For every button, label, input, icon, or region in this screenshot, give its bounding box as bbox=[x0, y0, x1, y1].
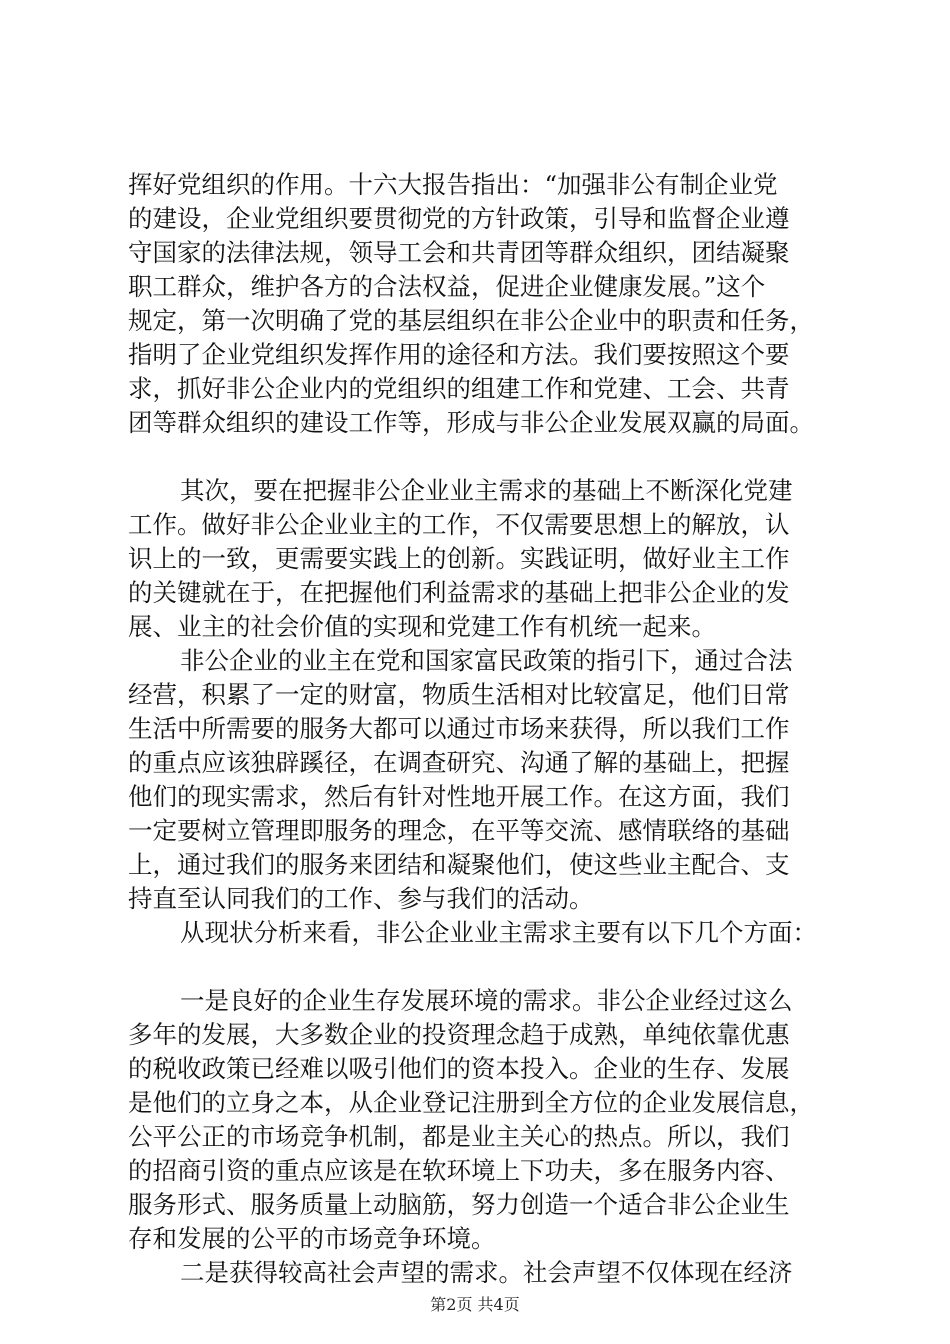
text-line: 服务形式、服务质量上动脑筋，努力创造一个适合非公企业生 bbox=[128, 1190, 790, 1219]
text-line: 二是获得较高社会声望的需求。社会声望不仅体现在经济 bbox=[180, 1258, 793, 1287]
text-line: 非公企业的业主在党和国家富民政策的指引下，通过合法 bbox=[180, 646, 793, 675]
text-line: 规定，第一次明确了党的基层组织在非公企业中的职责和任务， bbox=[128, 306, 814, 335]
text-line: 多年的发展，大多数企业的投资理念趋于成熟，单纯依靠优惠 bbox=[128, 1020, 790, 1049]
text-line: 指明了企业党组织发挥作用的途径和方法。我们要按照这个要 bbox=[128, 340, 790, 369]
text-line: 的税收政策已经难以吸引他们的资本投入。企业的生存、发展 bbox=[128, 1054, 790, 1083]
text-line: 工作。做好非公企业业主的工作，不仅需要思想上的解放，认 bbox=[128, 510, 790, 539]
text-line: 一是良好的企业生存发展环境的需求。非公企业经过这么 bbox=[180, 986, 793, 1015]
document-body bbox=[128, 168, 844, 1290]
text-line: 上，通过我们的服务来团结和凝聚他们，使这些业主配合、支 bbox=[128, 850, 790, 879]
paragraph bbox=[128, 474, 844, 644]
text-line: 求，抓好非公企业内的党组织的组建工作和党建、工会、共青 bbox=[128, 374, 790, 403]
text-line: 持直至认同我们的工作、参与我们的活动。 bbox=[128, 884, 594, 913]
paragraph bbox=[128, 644, 844, 916]
text-line: 团等群众组织的建设工作等，形成与非公企业发展双赢的局面。 bbox=[128, 408, 814, 437]
paragraph bbox=[128, 984, 844, 1256]
paragraph bbox=[128, 1256, 844, 1290]
paragraph-spacer bbox=[128, 440, 844, 474]
text-line: 的招商引资的重点应该是在软环境上下功夫，多在服务内容、 bbox=[128, 1156, 790, 1185]
paragraph bbox=[128, 168, 844, 440]
text-line: 守国家的法律法规，领导工会和共青团等群众组织，团结凝聚 bbox=[128, 238, 790, 267]
text-line: 是他们的立身之本，从企业登记注册到全方位的企业发展信息， bbox=[128, 1088, 814, 1117]
text-line: 的建设，企业党组织要贯彻党的方针政策，引导和监督企业遵 bbox=[128, 204, 790, 233]
paragraph-spacer bbox=[128, 950, 844, 984]
text-line: 识上的一致，更需要实践上的创新。实践证明，做好业主工作 bbox=[128, 544, 790, 573]
text-line: 经营，积累了一定的财富，物质生活相对比较富足，他们日常 bbox=[128, 680, 790, 709]
text-line: 挥好党组织的作用。十六大报告指出：“加强非公有制企业党 bbox=[128, 170, 778, 199]
text-line: 展、业主的社会价值的实现和党建工作有机统一起来。 bbox=[128, 612, 716, 641]
text-line: 存和发展的公平的市场竞争环境。 bbox=[128, 1224, 496, 1253]
text-line: 其次，要在把握非公企业业主需求的基础上不断深化党建 bbox=[180, 476, 793, 505]
text-line: 生活中所需要的服务大都可以通过市场来获得，所以我们工作 bbox=[128, 714, 790, 743]
text-line: 公平公正的市场竞争机制，都是业主关心的热点。所以，我们 bbox=[128, 1122, 790, 1151]
text-line: 的关键就在于，在把握他们利益需求的基础上把非公企业的发 bbox=[128, 578, 790, 607]
text-line: 职工群众，维护各方的合法权益，促进企业健康发展。”这个 bbox=[128, 272, 766, 301]
text-line: 一定要树立管理即服务的理念，在平等交流、感情联络的基础 bbox=[128, 816, 790, 845]
text-line: 的重点应该独辟蹊径，在调查研究、沟通了解的基础上，把握 bbox=[128, 748, 790, 777]
paragraph bbox=[128, 916, 844, 950]
text-line: 他们的现实需求，然后有针对性地开展工作。在这方面，我们 bbox=[128, 782, 790, 811]
page-footer: 第2页 共4页 bbox=[430, 1295, 520, 1314]
text-line: 从现状分析来看，非公企业业主需求主要有以下几个方面： bbox=[180, 918, 817, 947]
